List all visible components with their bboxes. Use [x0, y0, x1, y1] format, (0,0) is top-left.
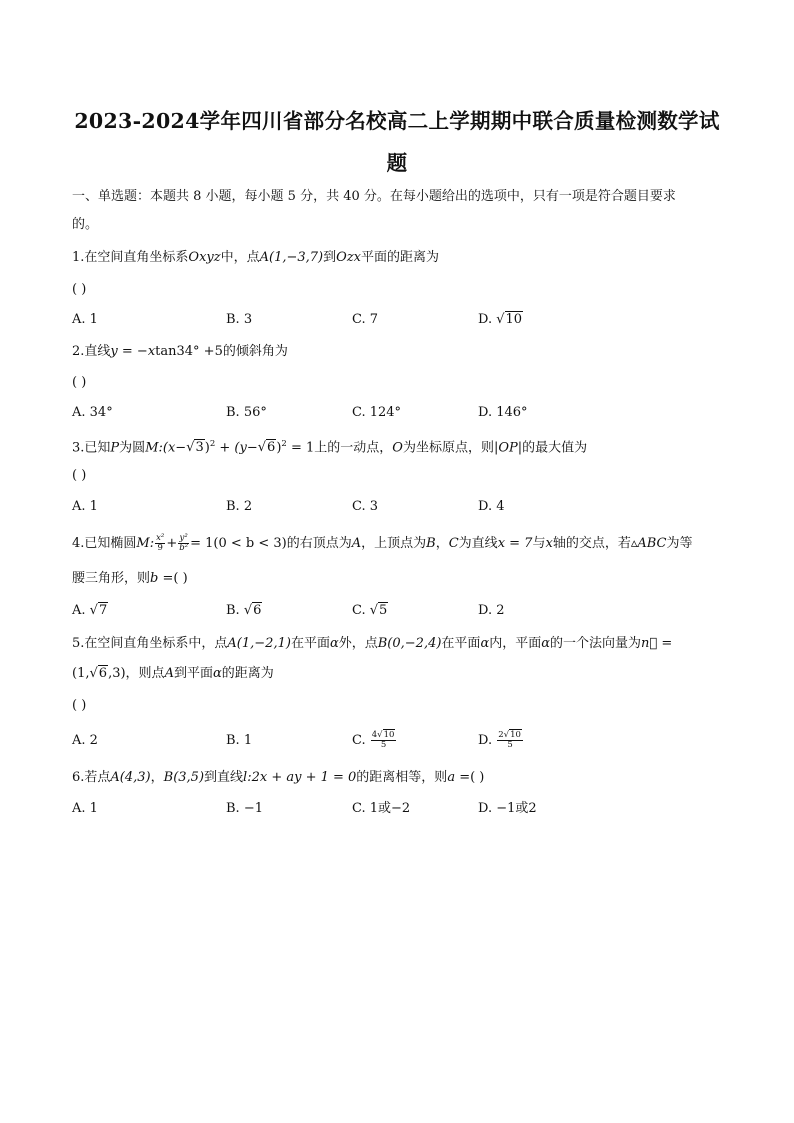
fraction: $\frac{\text{y²}}{\text{b²}}$ [179, 533, 189, 553]
option-a[interactable]: A. 34° [72, 405, 113, 420]
option-b[interactable]: B. 3 [226, 312, 253, 327]
option-d[interactable]: D. 4 [478, 499, 505, 514]
answer-paren: ( ) [72, 468, 87, 483]
option-b[interactable]: B. 56° [226, 405, 267, 420]
question-5: 5.在空间直角坐标系中，点A(1,−2,1)在平面α外，点B(0,−2,4)在平面α内，平面α的一个法向量为n⃗ = [72, 636, 673, 651]
question-6: 6.若点A(4,3)，B(3,5)到直线l:2x + ay + 1 = 0的距离相等，则a =( ) [72, 770, 485, 785]
question-4-continued: 腰三角形，则b =( ) [72, 571, 188, 586]
fraction: $\frac{4√10}{5}$ [371, 730, 395, 750]
answer-paren: ( ) [72, 375, 87, 390]
question-6-options [0, 798, 794, 820]
fraction: $\frac{\text{x²}}{9}$ [156, 533, 165, 553]
question-5-continued: (1,√6,3)，则点A到平面α的距离为 [72, 666, 274, 681]
option-a[interactable]: A. 1 [72, 312, 98, 327]
option-a[interactable]: A. √7 [72, 603, 108, 618]
answer-paren: ( ) [72, 282, 87, 297]
option-d[interactable]: D. −1或2 [478, 801, 537, 816]
sqrt-symbol: √10 [496, 312, 523, 327]
option-a[interactable]: A. 2 [72, 733, 98, 748]
option-c[interactable]: C. 124° [352, 405, 402, 420]
option-d[interactable]: D. 2 [478, 603, 505, 618]
option-c[interactable]: C. 3 [352, 499, 379, 514]
option-c[interactable]: C. 1或−2 [352, 801, 411, 816]
option-d[interactable]: D. 146° [478, 405, 528, 420]
answer-paren: ( ) [72, 698, 87, 713]
question-2-options [0, 402, 794, 424]
page-title-continued: 题 [386, 151, 408, 175]
question-4-options [0, 600, 794, 622]
section-heading: 一、单选题：本题共 8 小题，每小题 5 分，共 40 分。在每小题给出的选项中，只有一项是符合题目要求 [72, 189, 676, 204]
option-c[interactable]: C. √5 [352, 603, 388, 618]
question-2: 2.直线y = −xtan34° +5的倾斜角为 [72, 344, 288, 359]
section-heading-continued: 的。 [72, 217, 99, 232]
option-c[interactable]: C. 7 [352, 312, 379, 327]
question-3: 3.已知P为圆$M:(x-√3)^2 + (y-√6)^2 = 1$上的一动点，O为坐标原点，则|OP|的最大值为 [72, 439, 588, 456]
page-title: 2023-2024学年四川省部分名校高二上学期期中联合质量检测数学试 [74, 109, 720, 133]
option-c[interactable]: C. $\frac{4√10}{5}$ [352, 730, 395, 750]
option-b[interactable]: B. √6 [226, 603, 262, 618]
option-a[interactable]: A. 1 [72, 499, 98, 514]
question-1: 1.在空间直角坐标系Oxyz中，点A(1,−3,7)到Ozx平面的距离为 [72, 250, 440, 265]
question-3-options [0, 496, 794, 518]
option-a[interactable]: A. 1 [72, 801, 98, 816]
option-d[interactable]: D. $\frac{2√10}{5}$ [478, 730, 521, 750]
option-d[interactable]: D. √10 [478, 309, 523, 331]
option-b[interactable]: B. −1 [226, 801, 263, 816]
question-1-options [0, 309, 794, 331]
question-5-options [0, 730, 794, 752]
option-b[interactable]: B. 2 [226, 499, 253, 514]
question-4: 4.已知椭圆M: $\frac{\text{x²}}{9}$ + $\frac{\text{y²}}{\text{b²}}$ = 1(0 < b < 3)的右顶点为A，上顶点为B，C为直线x = 7与x轴的交点，若▵ABC为等 [72, 533, 693, 553]
option-b[interactable]: B. 1 [226, 733, 253, 748]
fraction: $\frac{2√10}{5}$ [498, 730, 521, 750]
